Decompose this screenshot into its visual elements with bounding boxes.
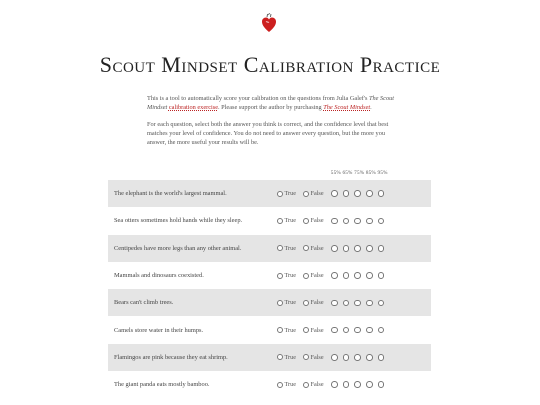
answer-true-option[interactable] [277,190,296,197]
answer-false-label: False [310,272,324,280]
question-row [108,344,431,371]
confidence-options [331,327,389,334]
confidence-header [330,170,388,176]
answer-true-radio[interactable] [277,218,283,224]
answer-true-option[interactable] [277,354,296,361]
answer-false-label: False [310,217,324,225]
confidence-radio[interactable] [378,381,385,388]
question-list [108,180,431,398]
answer-true-radio[interactable] [277,300,283,306]
confidence-options [331,354,389,361]
confidence-radio[interactable] [366,218,373,225]
answer-true-radio[interactable] [277,191,283,197]
confidence-radio[interactable] [378,218,385,225]
confidence-radio[interactable] [343,327,350,334]
confidence-radio[interactable] [331,354,338,361]
confidence-radio[interactable] [354,354,361,361]
question-row [108,371,431,398]
confidence-radio[interactable] [366,354,373,361]
confidence-options [331,381,389,388]
answer-true-label: True [284,326,296,334]
confidence-options [331,300,389,307]
calibration-exercise-link[interactable]: calibration exercise [168,104,218,111]
question-text: The giant panda eats mostly bamboo. [114,381,210,389]
confidence-radio[interactable] [366,272,373,279]
answer-false-label: False [310,244,324,252]
answer-true-radio[interactable] [277,354,283,360]
answer-true-label: True [284,299,296,307]
confidence-radio[interactable] [366,327,373,334]
confidence-radio[interactable] [331,245,338,252]
answer-false-radio[interactable] [303,354,309,360]
answer-false-radio[interactable] [303,218,309,224]
answer-true-label: True [284,190,296,198]
confidence-label: 95% [377,170,388,176]
answer-false-radio[interactable] [303,191,309,197]
answer-true-radio[interactable] [277,382,283,388]
answer-false-label: False [310,353,324,361]
confidence-radio[interactable] [378,272,385,279]
confidence-options [331,190,389,197]
answer-false-option[interactable] [303,354,324,361]
confidence-radio[interactable] [366,381,373,388]
confidence-radio[interactable] [366,190,373,197]
question-text: Camels store water in their humps. [114,326,204,334]
confidence-label: 85% [365,170,376,176]
question-row [108,316,431,343]
answer-false-label: False [310,299,324,307]
answer-false-option[interactable] [303,217,324,224]
confidence-radio[interactable] [354,272,361,279]
confidence-radio[interactable] [343,300,350,307]
answer-false-label: False [310,190,324,198]
confidence-radio[interactable] [331,327,338,334]
confidence-radio[interactable] [354,218,361,225]
question-text: The elephant is the world's largest mammal. [114,190,227,198]
answer-false-radio[interactable] [303,382,309,388]
answer-true-option[interactable] [277,381,296,388]
confidence-radio[interactable] [378,190,385,197]
answer-true-label: True [284,381,296,389]
answer-true-option[interactable] [277,327,296,334]
confidence-radio[interactable] [343,190,350,197]
question-row [108,262,431,289]
answer-false-radio[interactable] [303,273,309,279]
confidence-label: 75% [354,170,365,176]
confidence-radio[interactable] [378,354,385,361]
heart-icon [262,13,276,33]
question-row [108,180,431,207]
question-row [108,235,431,262]
confidence-radio[interactable] [366,245,373,252]
answer-false-label: False [310,381,324,389]
question-text: Sea otters sometimes hold hands while they sleep. [114,217,243,225]
answer-true-option[interactable] [277,217,296,224]
answer-false-option[interactable] [303,190,324,197]
answer-false-radio[interactable] [303,300,309,306]
confidence-radio[interactable] [378,300,385,307]
answer-true-radio[interactable] [277,245,283,251]
confidence-radio[interactable] [343,354,350,361]
answer-false-label: False [310,326,324,334]
confidence-radio[interactable] [366,300,373,307]
question-row [108,207,431,234]
answer-true-option[interactable] [277,245,296,252]
confidence-label: 55% [330,170,341,176]
question-text: Bears can't climb trees. [114,299,174,307]
question-row [108,289,431,316]
answer-false-option[interactable] [303,272,324,279]
confidence-radio[interactable] [354,381,361,388]
confidence-options [331,272,389,279]
question-text: Centipedes have more legs than any other animal. [114,244,242,252]
confidence-options [331,218,389,225]
confidence-radio[interactable] [378,327,385,334]
confidence-label: 65% [342,170,353,176]
confidence-radio[interactable] [331,300,338,307]
answer-false-option[interactable] [303,381,324,388]
confidence-radio[interactable] [331,218,338,225]
confidence-radio[interactable] [354,245,361,252]
confidence-radio[interactable] [343,218,350,225]
question-text: Flamingos are pink because they eat shrimp. [114,353,228,361]
confidence-options [331,245,389,252]
confidence-radio[interactable] [343,245,350,252]
answer-true-option[interactable] [277,299,296,306]
confidence-radio[interactable] [343,381,350,388]
answer-true-radio[interactable] [277,273,283,279]
confidence-radio[interactable] [354,327,361,334]
intro-paragraph-1: This is a tool to automatically score your calibration on the questions from Julia Galef's The Scout Mindset calibration exercise. Please support the author by purchasing The Scout Mindset. [147,95,395,111]
book-purchase-link[interactable]: The Scout Mindset [323,104,371,111]
confidence-radio[interactable] [378,245,385,252]
confidence-radio[interactable] [354,300,361,307]
answer-false-option[interactable] [303,327,324,334]
answer-true-label: True [284,272,296,280]
confidence-radio[interactable] [343,272,350,279]
answer-true-option[interactable] [277,272,296,279]
question-text: Mammals and dinosaurs coexisted. [114,272,204,280]
confidence-radio[interactable] [331,190,338,197]
confidence-radio[interactable] [331,381,338,388]
answer-true-label: True [284,217,296,225]
answer-true-radio[interactable] [277,327,283,333]
page-title: Scout Mindset Calibration Practice [99,52,441,77]
answer-false-option[interactable] [303,299,324,306]
answer-false-option[interactable] [303,245,324,252]
confidence-radio[interactable] [354,190,361,197]
answer-false-radio[interactable] [303,245,309,251]
answer-false-radio[interactable] [303,327,309,333]
intro-paragraph-2: For each question, select both the answer you think is correct, and the confidence level that best matches your level of confidence. You do not need to answer every question, but the more you answer, the more useful your results will be. [147,121,389,146]
confidence-radio[interactable] [331,272,338,279]
answer-true-label: True [284,353,296,361]
intro-text [147,94,397,155]
answer-true-label: True [284,244,296,252]
